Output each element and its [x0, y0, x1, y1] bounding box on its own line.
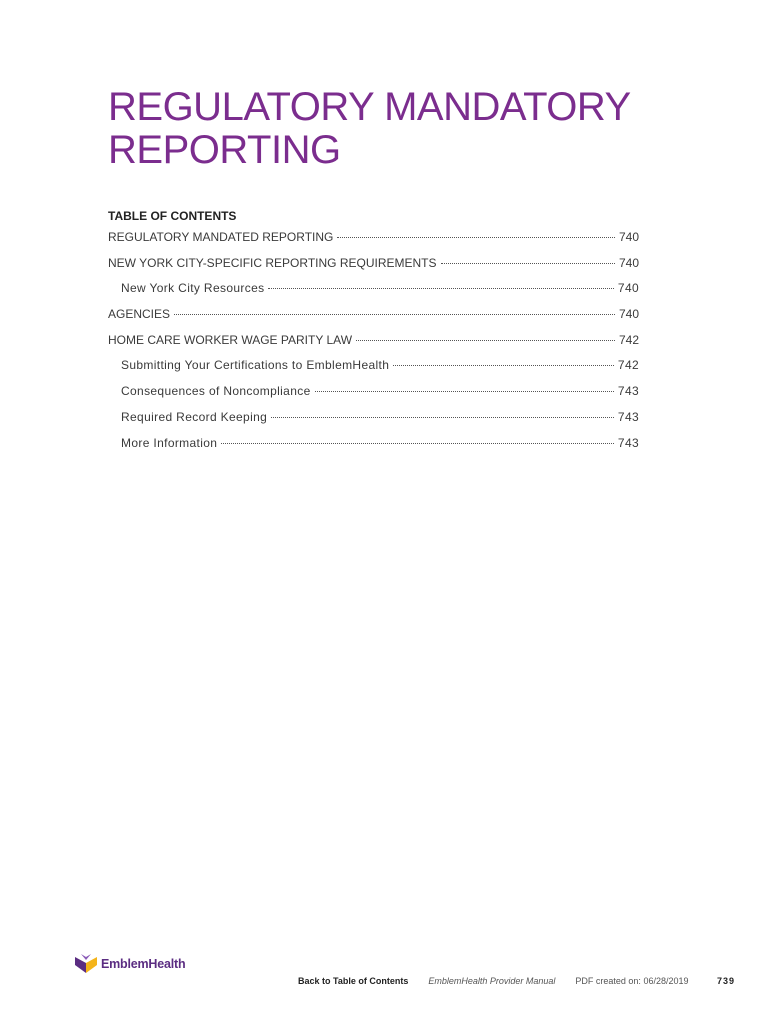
- toc-entry-page: 742: [617, 358, 639, 373]
- toc-heading: TABLE OF CONTENTS: [108, 209, 237, 223]
- toc-leader-dots: [271, 417, 614, 418]
- toc-leader-dots: [441, 263, 615, 264]
- toc-list: [108, 230, 639, 461]
- page-title-line-2: REPORTING: [108, 128, 341, 172]
- manual-name: EmblemHealth Provider Manual: [428, 976, 556, 986]
- toc-entry-label: More Information: [121, 435, 218, 450]
- page-title: [108, 86, 668, 172]
- toc-entry-page: 740: [618, 230, 639, 244]
- back-to-toc-link[interactable]: Back to Table of Contents: [298, 976, 409, 986]
- toc-entry-label: Required Record Keeping: [121, 409, 268, 424]
- page-footer: [298, 976, 735, 986]
- toc-entry-agencies[interactable]: [108, 307, 639, 333]
- toc-leader-dots: [174, 314, 615, 315]
- toc-leader-dots: [356, 340, 615, 341]
- toc-entry-page: 740: [618, 255, 639, 270]
- toc-entry-label: NEW YORK CITY-SPECIFIC REPORTING REQUIREMENTS: [108, 255, 437, 270]
- logo-text: EmblemHealth: [101, 957, 186, 971]
- toc-entry-label: REGULATORY MANDATED REPORTING: [108, 230, 334, 244]
- toc-entry-label: HOME CARE WORKER WAGE PARITY LAW: [108, 332, 353, 347]
- page-number: 739: [716, 976, 735, 986]
- toc-entry-regulatory-mandated-reporting[interactable]: [108, 230, 639, 256]
- toc-entry-page: 743: [617, 384, 639, 399]
- toc-entry-more-information[interactable]: [108, 436, 639, 462]
- toc-entry-page: 743: [617, 409, 639, 424]
- toc-entry-nyc-resources[interactable]: [108, 281, 639, 307]
- toc-entry-page: 740: [618, 307, 639, 322]
- emblemhealth-logo: [75, 954, 185, 974]
- toc-entry-page: 742: [618, 332, 639, 347]
- page-title-line-1: REGULATORY MANDATORY: [108, 85, 631, 129]
- toc-entry-wage-parity-law[interactable]: [108, 333, 639, 359]
- toc-leader-dots: [221, 443, 614, 444]
- toc-entry-label: AGENCIES: [108, 307, 171, 322]
- table-of-contents: [108, 208, 639, 461]
- toc-entry-page: 743: [617, 435, 639, 450]
- toc-entry-label: New York City Resources: [121, 281, 265, 296]
- toc-entry-label: Submitting Your Certifications to EmblemHealth: [121, 358, 390, 373]
- pdf-created-date: PDF created on: 06/28/2019: [575, 976, 689, 986]
- toc-leader-dots: [268, 288, 613, 289]
- toc-entry-required-record-keeping[interactable]: [108, 410, 639, 436]
- toc-entry-label: Consequences of Noncompliance: [121, 384, 311, 399]
- toc-entry-page: 740: [617, 281, 639, 296]
- toc-leader-dots: [315, 391, 614, 392]
- emblemhealth-logo-icon: [75, 954, 97, 974]
- toc-entry-submitting-certifications[interactable]: [108, 358, 639, 384]
- toc-leader-dots: [337, 237, 615, 238]
- toc-entry-nyc-specific-reporting[interactable]: [108, 256, 639, 282]
- toc-entry-consequences-noncompliance[interactable]: [108, 384, 639, 410]
- toc-leader-dots: [393, 365, 614, 366]
